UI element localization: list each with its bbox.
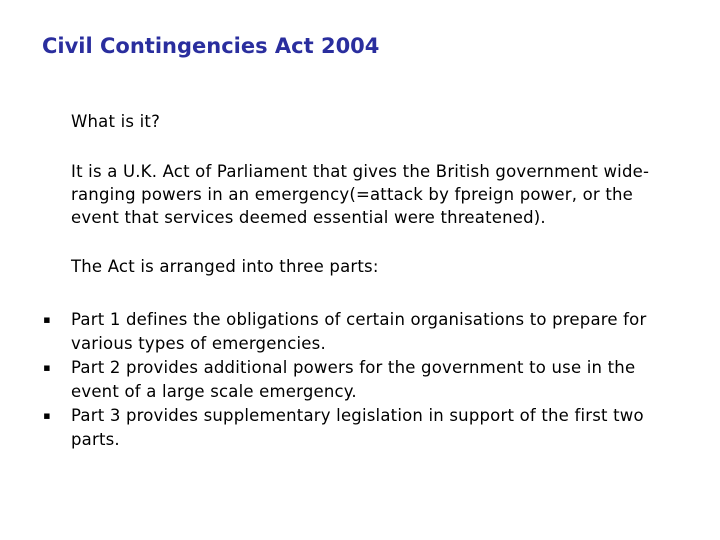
list-item — [0, 308, 671, 356]
slide-title: Civil Contingencies Act 2004 — [42, 34, 380, 58]
intro-paragraph: The Act is arranged into three parts: — [71, 257, 379, 276]
list-item — [0, 404, 671, 452]
square-bullet-icon: ▪ — [43, 361, 51, 374]
parts-list — [0, 308, 720, 452]
list-item-text: Part 2 provides additional powers for the government to use in the event of a large scale emergency. — [71, 358, 636, 401]
list-item-text: Part 3 provides supplementary legislation in support of the first two parts. — [71, 406, 644, 449]
definition-paragraph: It is a U.K. Act of Parliament that gives the British government wide-ranging powers in an emergency(=attack by fpreign power, or the event that services deemed essential were threatened). — [71, 162, 650, 227]
square-bullet-icon: ▪ — [43, 409, 51, 422]
list-item — [0, 356, 671, 404]
question-heading: What is it? — [71, 112, 161, 131]
square-bullet-icon: ▪ — [43, 313, 51, 326]
list-item-text: Part 1 defines the obligations of certain organisations to prepare for various types of emergencies. — [71, 310, 647, 353]
